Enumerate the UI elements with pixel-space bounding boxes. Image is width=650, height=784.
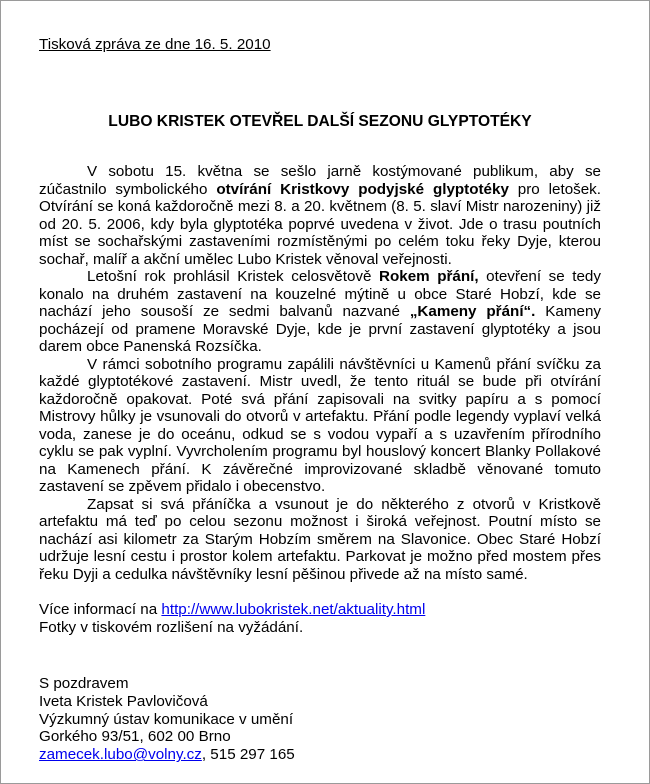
- more-info-label: Více informací na: [39, 601, 162, 618]
- paragraph-1-bold: otvírání Kristkovy podyjské glyptotéky: [216, 180, 509, 198]
- signature-name: Iveta Kristek Pavlovičová: [39, 692, 208, 710]
- signature-block: [39, 675, 601, 764]
- press-release-date: Tisková zpráva ze dne 16. 5. 2010: [39, 36, 271, 53]
- press-release-document: [39, 35, 601, 764]
- photos-note: Fotky v tiskovém rozlišení na vyžádání.: [39, 618, 304, 636]
- paragraph-3: V rámci sobotního programu zapálili návštěvníci u Kamenů přání svíčku za každé glyptotékové zastavení. Mistr uvedl, že tento rituál se bude při otvírání každoročně opakovat. Poté svá přání zapisovali na svitky papíru a s pomocí Mistrovy hůlky je vsunovali do otvorů v artefaktu. Přání podle legendy vyplaví velká voda, zanese je do oceánu, odkud se s vodou vypaří a s uzavřením přírodního cyklu se pak vyplní. Vyvrcholením programu byl houslový koncert Blanky Pollakové na Kamenech přání. K závěrečné improvizované skladbě věnované tomuto zastavení se zpěvem přidalo i obecenstvo.: [39, 355, 601, 495]
- paragraph-2-text-b: otevření se tedy konalo na druhém zastavení na kouzelné mýtině u obce Staré Hobzí, kde se nachází jeho sousoší ze sedmi balvanů nazvané: [39, 268, 601, 320]
- paragraph-1-text-a: V sobotu 15. května se sešlo jarně kostýmované publikum, aby se zúčastnilo symbolického: [39, 163, 601, 198]
- paragraph-1-text-b: pro letošek. Otvírání se koná každoročně mezi 8. a 20. květnem (8. 5. slaví Mistr narozeniny) již od 20. 5. 2006, kdy byla glyptotéka poprvé uvedena v život. Jde o trasu poutních míst se sochařskými zastaveními rozmístěnými po celém toku řeky Dyje, kterou sochař, malíř a akční umělec Lubo Kristek věnoval veřejnosti.: [39, 180, 601, 268]
- email-link[interactable]: zamecek.lubo@volny.cz: [39, 746, 202, 764]
- signature-organization: Výzkumný ústav komunikace v umění: [39, 710, 294, 728]
- signature-greeting: S pozdravem: [39, 675, 129, 692]
- more-info-block: [39, 601, 601, 636]
- signature-contact: [39, 746, 601, 764]
- paragraph-2-text-a: Letošní rok prohlásil Kristek celosvětově: [87, 268, 380, 285]
- paragraph-4: Zapsat si svá přáníčka a vsunout je do některého z otvorů v Kristkově artefaktu má teď po celou sezonu možnost i široká veřejnost. Poutní místo se nachází asi kilometr za Starým Hobzím směrem na Slavonice. Obec Staré Hobzí udržuje lesní cestu i prostor kolem artefaktu. Parkovat je možno před mostem přes řeku Dyji a cedulka návštěvníky lesní pěšinou přivede až na místo samé.: [39, 495, 601, 583]
- paragraph-1: [39, 163, 601, 268]
- signature-address: Gorkého 93/51, 602 00 Brno: [39, 728, 231, 746]
- document-body: [39, 163, 601, 583]
- signature-phone: , 515 297 165: [201, 746, 295, 764]
- paragraph-2-text-c: Kameny pocházejí od pramene Moravské Dyje, kde je první zastavení glyptotéky a jsou darem obce Panenská Rozsíčka.: [39, 303, 601, 355]
- paragraph-2-bold-a: Rokem přání,: [379, 268, 479, 285]
- paragraph-2-bold-b: „Kameny přání“.: [409, 303, 536, 320]
- paragraph-2: [39, 268, 601, 356]
- document-title: LUBO KRISTEK OTEVŘEL DALŠÍ SEZONU GLYPTOTÉKY: [108, 113, 532, 130]
- more-info-line: [39, 601, 601, 619]
- website-link[interactable]: http://www.lubokristek.net/aktuality.html: [161, 601, 426, 618]
